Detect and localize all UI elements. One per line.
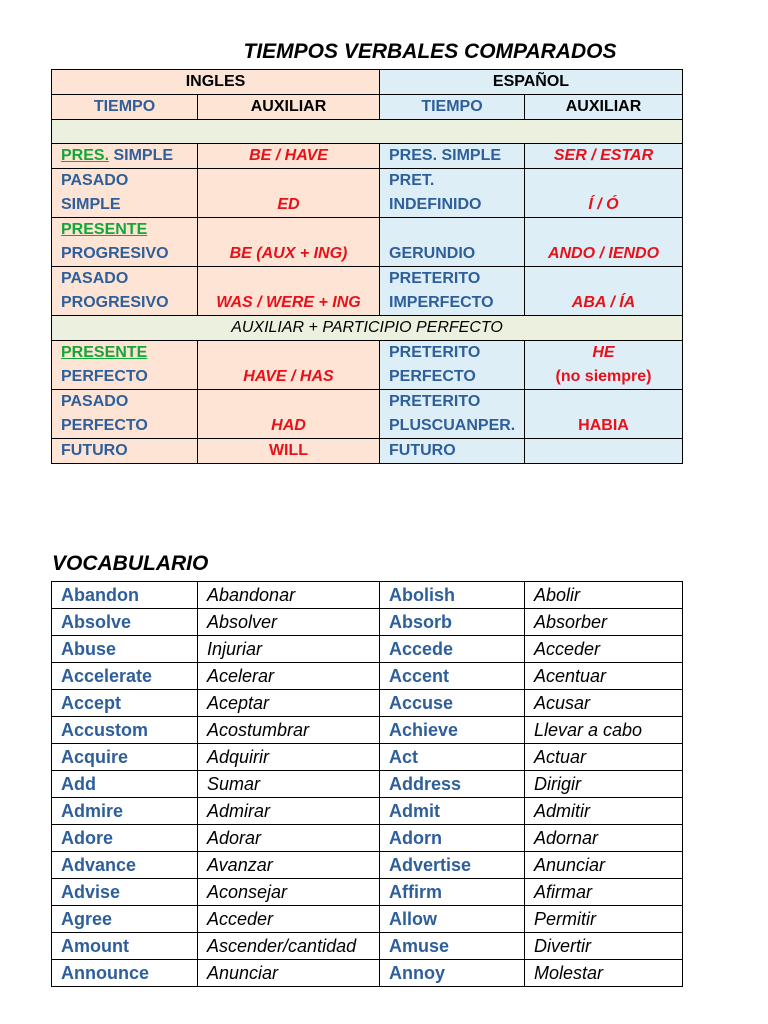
vocab-row xyxy=(52,771,683,798)
vocab-es-word: Anunciar xyxy=(525,852,683,879)
vocab-en-word: Admire xyxy=(52,798,198,825)
vocab-es-word: Abandonar xyxy=(198,582,380,609)
en-aux-cell: HAD xyxy=(198,390,380,439)
en-tense-cell xyxy=(52,169,198,218)
en-tense-line2: PERFECTO xyxy=(61,417,148,434)
vocab-es-word: Ascender/cantidad xyxy=(198,933,380,960)
es-tense-cell xyxy=(380,390,525,439)
es-aux-cell: HABIA xyxy=(525,390,683,439)
tense-row xyxy=(52,439,683,464)
es-aux-cell: ANDO / IENDO xyxy=(525,218,683,267)
es-tense-line1: PRETERITO xyxy=(389,270,481,287)
vocab-en-word: Act xyxy=(380,744,525,771)
en-tense-line2: PROGRESIVO xyxy=(61,294,169,311)
es-tense-line2: IMPERFECTO xyxy=(389,294,494,311)
es-aux-line1: HE xyxy=(592,344,615,361)
vocab-es-word: Abolir xyxy=(525,582,683,609)
tense-row xyxy=(52,169,683,218)
col-header-es-tiempo: TIEMPO xyxy=(380,95,525,120)
en-tense-highlight: PRESENTE xyxy=(61,344,148,361)
vocab-row xyxy=(52,582,683,609)
vocab-row xyxy=(52,933,683,960)
en-tense-line1: PASADO xyxy=(61,393,129,410)
vocab-es-word: Acceder xyxy=(525,636,683,663)
en-tense-cell xyxy=(52,267,198,316)
vocab-row xyxy=(52,852,683,879)
en-tense-line1: PASADO xyxy=(61,270,129,287)
vocab-en-word: Affirm xyxy=(380,879,525,906)
vocab-en-word: Add xyxy=(52,771,198,798)
es-tense-line2: PERFECTO xyxy=(389,368,476,385)
vocab-es-word: Molestar xyxy=(525,960,683,987)
en-tense-line2: PERFECTO xyxy=(61,368,148,385)
vocab-es-word: Llevar a cabo xyxy=(525,717,683,744)
vocab-es-word: Absolver xyxy=(198,609,380,636)
vocab-en-word: Abuse xyxy=(52,636,198,663)
vocab-en-word: Absorb xyxy=(380,609,525,636)
page-title: TIEMPOS VERBALES COMPARADOS xyxy=(243,40,617,63)
verb-tense-table xyxy=(51,69,683,464)
en-tense-cell xyxy=(52,341,198,390)
vocab-es-word: Acentuar xyxy=(525,663,683,690)
en-aux-cell: ED xyxy=(198,169,380,218)
vocab-es-word: Adquirir xyxy=(198,744,380,771)
vocab-en-word: Advise xyxy=(52,879,198,906)
vocab-en-word: Absolve xyxy=(52,609,198,636)
vocab-en-word: Allow xyxy=(380,906,525,933)
es-aux-cell xyxy=(525,439,683,464)
es-tense-line1: PRET. xyxy=(389,172,435,189)
vocabulary-title: VOCABULARIO xyxy=(52,552,209,575)
vocab-en-word: Adore xyxy=(52,825,198,852)
vocab-es-word: Aconsejar xyxy=(198,879,380,906)
tense-row xyxy=(52,390,683,439)
vocab-es-word: Afirmar xyxy=(525,879,683,906)
vocab-es-word: Aceptar xyxy=(198,690,380,717)
es-tense-cell xyxy=(380,169,525,218)
vocab-en-word: Abolish xyxy=(380,582,525,609)
es-tense-cell: PRES. SIMPLE xyxy=(380,144,525,169)
vocab-row xyxy=(52,960,683,987)
tense-row xyxy=(52,218,683,267)
col-header-en-tiempo: TIEMPO xyxy=(52,95,198,120)
en-tense-cell: FUTURO xyxy=(52,439,198,464)
vocab-es-word: Acceder xyxy=(198,906,380,933)
es-aux-cell: ABA / ÍA xyxy=(525,267,683,316)
vocab-en-word: Admit xyxy=(380,798,525,825)
spacer-row xyxy=(52,120,683,144)
vocab-es-word: Permitir xyxy=(525,906,683,933)
vocab-es-word: Absorber xyxy=(525,609,683,636)
vocab-en-word: Address xyxy=(380,771,525,798)
es-tense-cell xyxy=(380,341,525,390)
vocabulary-table xyxy=(51,581,683,987)
en-aux-cell: BE / HAVE xyxy=(198,144,380,169)
tense-row xyxy=(52,144,683,169)
es-tense-line1: PRETERITO xyxy=(389,393,481,410)
es-aux-line2: (no siempre) xyxy=(555,368,652,385)
vocab-en-word: Achieve xyxy=(380,717,525,744)
en-aux-cell: HAVE / HAS xyxy=(198,341,380,390)
vocab-es-word: Divertir xyxy=(525,933,683,960)
en-tense-line2: SIMPLE xyxy=(61,196,121,213)
vocab-en-word: Announce xyxy=(52,960,198,987)
vocab-en-word: Accuse xyxy=(380,690,525,717)
vocab-row xyxy=(52,663,683,690)
tense-row xyxy=(52,341,683,390)
separator-label: AUXILIAR + PARTICIPIO PERFECTO xyxy=(52,316,683,341)
en-tense-cell xyxy=(52,218,198,267)
vocab-row xyxy=(52,906,683,933)
vocab-en-word: Amuse xyxy=(380,933,525,960)
vocab-es-word: Admirar xyxy=(198,798,380,825)
vocab-en-word: Advance xyxy=(52,852,198,879)
en-aux-cell: WAS / WERE + ING xyxy=(198,267,380,316)
vocab-row xyxy=(52,636,683,663)
en-tense-cell xyxy=(52,144,198,169)
vocab-en-word: Accustom xyxy=(52,717,198,744)
vocab-en-word: Adorn xyxy=(380,825,525,852)
en-aux-cell: BE (AUX + ING) xyxy=(198,218,380,267)
es-tense-line2: INDEFINIDO xyxy=(389,196,482,213)
vocab-en-word: Acquire xyxy=(52,744,198,771)
en-tense-highlight: PRESENTE xyxy=(61,221,148,238)
vocab-en-word: Agree xyxy=(52,906,198,933)
vocab-row xyxy=(52,609,683,636)
separator-row xyxy=(52,316,683,341)
vocab-row xyxy=(52,690,683,717)
vocab-en-word: Accede xyxy=(380,636,525,663)
es-tense-cell: GERUNDIO xyxy=(380,218,525,267)
column-header-row xyxy=(52,95,683,120)
en-aux-cell: WILL xyxy=(198,439,380,464)
es-tense-cell xyxy=(380,267,525,316)
es-aux-cell: Í / Ó xyxy=(525,169,683,218)
vocab-en-word: Accent xyxy=(380,663,525,690)
tense-row xyxy=(52,267,683,316)
vocab-row xyxy=(52,744,683,771)
es-aux-cell xyxy=(525,341,683,390)
vocab-en-word: Annoy xyxy=(380,960,525,987)
en-tense-highlight: PRES. xyxy=(61,147,110,164)
vocab-en-word: Abandon xyxy=(52,582,198,609)
group-header-row xyxy=(52,70,683,95)
en-tense-line2: PROGRESIVO xyxy=(61,245,169,262)
en-tense-line1: PASADO xyxy=(61,172,129,189)
vocab-row xyxy=(52,717,683,744)
vocab-en-word: Accept xyxy=(52,690,198,717)
en-tense-text: SIMPLE xyxy=(109,147,174,164)
vocab-en-word: Accelerate xyxy=(52,663,198,690)
vocab-es-word: Acusar xyxy=(525,690,683,717)
vocab-es-word: Dirigir xyxy=(525,771,683,798)
group-header-ingles: INGLES xyxy=(52,70,380,95)
group-header-espanol: ESPAÑOL xyxy=(380,70,683,95)
vocab-es-word: Actuar xyxy=(525,744,683,771)
col-header-es-auxiliar: AUXILIAR xyxy=(525,95,683,120)
es-aux-cell: SER / ESTAR xyxy=(525,144,683,169)
vocab-es-word: Acelerar xyxy=(198,663,380,690)
vocab-es-word: Adorar xyxy=(198,825,380,852)
col-header-en-auxiliar: AUXILIAR xyxy=(198,95,380,120)
es-tense-line2: PLUSCUANPER. xyxy=(389,417,516,434)
es-tense-cell: FUTURO xyxy=(380,439,525,464)
vocab-es-word: Sumar xyxy=(198,771,380,798)
vocab-en-word: Advertise xyxy=(380,852,525,879)
vocab-row xyxy=(52,879,683,906)
en-tense-cell xyxy=(52,390,198,439)
vocab-es-word: Admitir xyxy=(525,798,683,825)
vocab-es-word: Injuriar xyxy=(198,636,380,663)
vocab-row xyxy=(52,825,683,852)
vocab-es-word: Avanzar xyxy=(198,852,380,879)
vocab-es-word: Acostumbrar xyxy=(198,717,380,744)
vocab-row xyxy=(52,798,683,825)
vocab-es-word: Adornar xyxy=(525,825,683,852)
es-tense-line1: PRETERITO xyxy=(389,344,481,361)
vocab-en-word: Amount xyxy=(52,933,198,960)
vocab-es-word: Anunciar xyxy=(198,960,380,987)
spacer-cell xyxy=(52,120,683,144)
